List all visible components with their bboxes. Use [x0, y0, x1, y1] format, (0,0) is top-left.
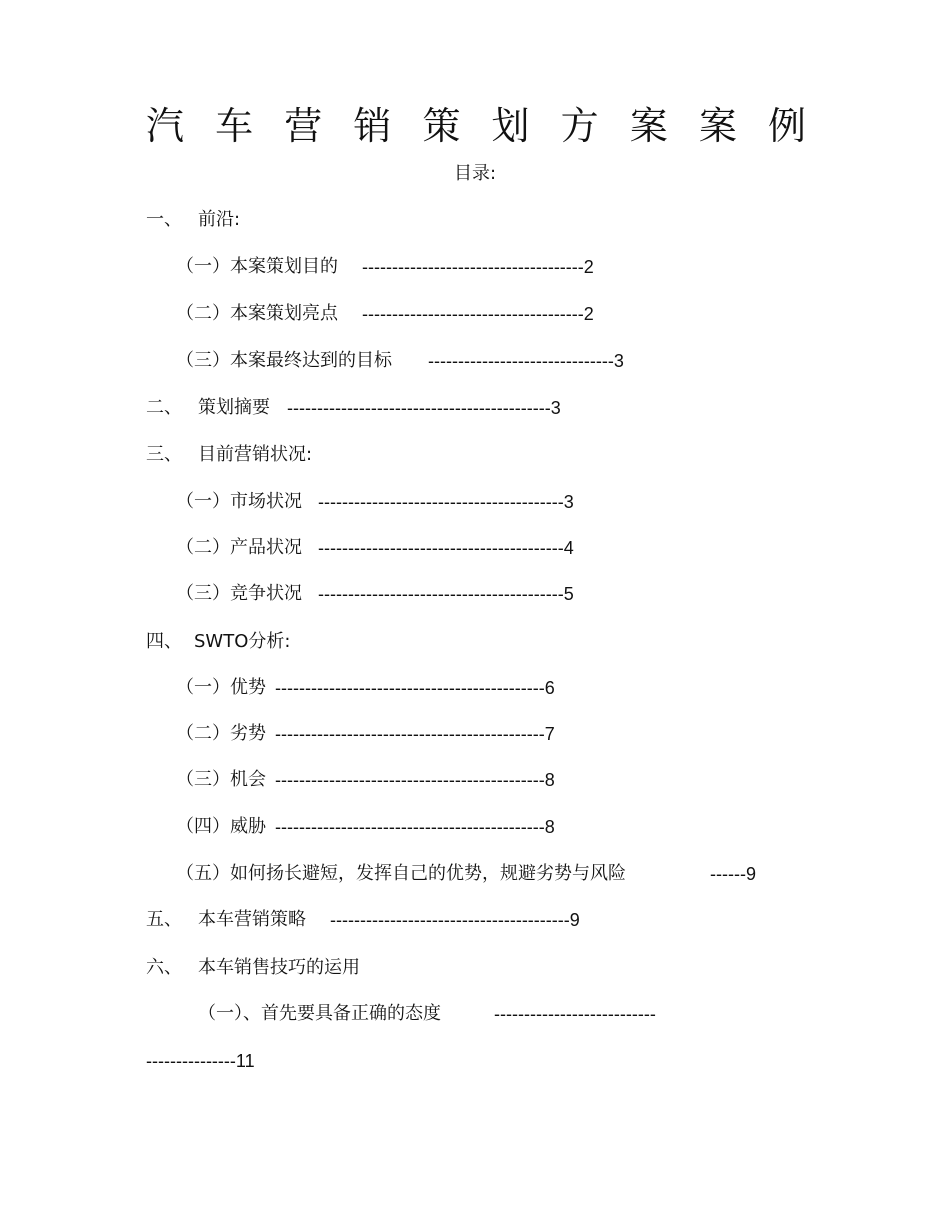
toc-entry-leader-continued: ---------------11	[146, 1051, 255, 1071]
title-char: 策	[422, 104, 461, 148]
title-char: 营	[284, 104, 323, 148]
toc-entry-text: （二）产品状况	[176, 537, 302, 558]
toc-section-number: 六、	[146, 957, 182, 978]
title-char: 汽	[146, 104, 185, 148]
toc-entry-leader: -----------------------------------------5	[318, 584, 574, 604]
toc-entry-text: （一）、首先要具备正确的态度	[198, 1003, 441, 1024]
title-char: 例	[767, 104, 806, 148]
toc-section-title: 本车销售技巧的运用	[198, 957, 360, 978]
toc-entry-leader: -----------------------------------------4	[318, 538, 574, 558]
toc-entry-leader: ---------------------------------------------6	[275, 678, 555, 698]
toc-section-number: 二、	[146, 397, 182, 418]
toc-entry-text: （二）劣势	[176, 723, 266, 744]
toc-section-title: SWTO分析:	[194, 631, 291, 652]
toc-entry-text: （一）市场状况	[176, 491, 302, 512]
toc-entry-text: （三）本案最终达到的目标	[176, 350, 392, 371]
toc-entry-leader: --------------------------------------------3	[287, 398, 561, 418]
toc-entry-text: （三）机会	[176, 769, 266, 790]
title-char: 车	[215, 104, 254, 148]
title-char: 销	[353, 104, 392, 148]
toc-heading: 目录:	[453, 163, 497, 184]
toc-entry-leader: ----------------------------------------9	[330, 910, 580, 930]
toc-entry-text: （一）本案策划目的	[176, 256, 338, 277]
toc-entry-leader: ---------------------------	[494, 1004, 656, 1024]
title-char: 案	[629, 104, 668, 148]
toc-entry-leader: ---------------------------------------------7	[275, 724, 555, 744]
toc-section-number: 五、	[146, 909, 182, 930]
toc-entry-leader: -------------------------------------2	[362, 304, 594, 324]
title-char: 案	[698, 104, 737, 148]
toc-section-number: 四、	[146, 631, 182, 652]
toc-section-number: 一、	[146, 209, 182, 230]
toc-section-title: 前沿:	[198, 209, 241, 230]
toc-entry-leader: -----------------------------------------3	[318, 492, 574, 512]
toc-entry-leader: -------------------------------3	[428, 351, 624, 371]
toc-section-title: 本车营销策略	[198, 909, 306, 930]
toc-entry-text: （三）竞争状况	[176, 583, 302, 604]
toc-section-title: 目前营销状况:	[198, 444, 313, 465]
toc-entry-text: （一）优势	[176, 677, 266, 698]
toc-entry-leader: -------------------------------------2	[362, 257, 594, 277]
toc-entry-text: （四）威胁	[176, 816, 266, 837]
title-char: 方	[560, 104, 599, 148]
toc-section-number: 三、	[146, 444, 182, 465]
toc-entry-text: （二）本案策划亮点	[176, 303, 338, 324]
toc-entry-leader: ---------------------------------------------8	[275, 817, 555, 837]
toc-entry-text: （五）如何扬长避短，发挥自己的优势，规避劣势与风险	[176, 863, 626, 884]
document-title	[146, 100, 806, 152]
toc-entry-leader: ------9	[710, 864, 756, 884]
title-char: 划	[491, 104, 530, 148]
toc-section-title: 策划摘要	[198, 397, 270, 418]
toc-entry-leader: ---------------------------------------------8	[275, 770, 555, 790]
